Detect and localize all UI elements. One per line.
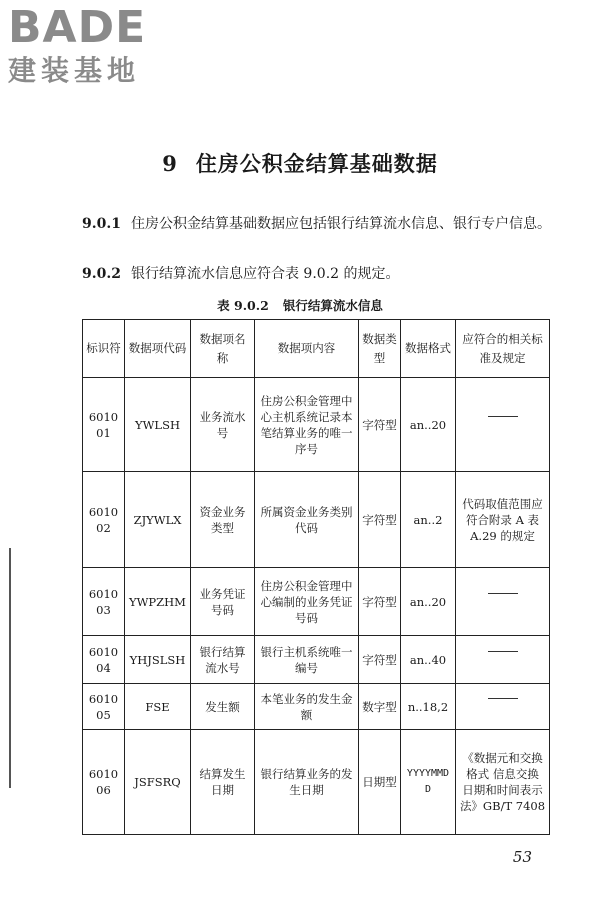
cell-type: 字符型 [359,378,401,472]
header-standard: 应符合的相关标准及规定 [456,320,550,378]
cell-format: an..20 [401,568,456,636]
cell-name: 资金业务类型 [191,472,255,568]
cell-code: ZJYWLX [125,472,191,568]
cell-format: an..40 [401,636,456,684]
table-row [83,730,550,835]
cell-format: n..18,2 [401,684,456,730]
table-row [83,378,550,472]
chapter-title [0,148,600,178]
table-row [83,684,550,730]
logo-mark: BADE [8,2,147,53]
header-code: 数据项代码 [125,320,191,378]
cell-standard [456,378,550,472]
table-caption [0,296,600,314]
cell-content: 所属资金业务类别代码 [255,472,359,568]
cell-format: an..20 [401,378,456,472]
cell-content: 本笔业务的发生金额 [255,684,359,730]
header-format: 数据格式 [401,320,456,378]
cell-id: 601003 [83,568,125,636]
cell-standard: 代码取值范围应符合附录 A 表 A.29 的规定 [456,472,550,568]
cell-id: 601002 [83,472,125,568]
dash-mark [488,698,518,715]
table-row [83,568,550,636]
cell-name: 结算发生日期 [191,730,255,835]
header-id: 标识符 [83,320,125,378]
cell-name: 发生额 [191,684,255,730]
cell-content: 住房公积金管理中心编制的业务凭证号码 [255,568,359,636]
table-header-row [83,320,550,378]
page-number: 53 [512,848,532,866]
cell-id: 601001 [83,378,125,472]
cell-name: 业务凭证号码 [191,568,255,636]
cell-name: 业务流水号 [191,378,255,472]
header-name: 数据项名称 [191,320,255,378]
cell-content: 银行主机系统唯一编号 [255,636,359,684]
cell-code: FSE [125,684,191,730]
cell-format: YYYYMMDD [401,730,456,835]
cell-standard [456,636,550,684]
cell-format: an..2 [401,472,456,568]
logo-subtitle: 建装基地 [8,54,141,87]
scan-artifact-line [9,548,11,788]
cell-type: 字符型 [359,568,401,636]
table-caption-number: 表 9.0.2 [217,298,269,313]
table-caption-title: 银行结算流水信息 [282,298,383,313]
header-content: 数据项内容 [255,320,359,378]
clause-9-0-1 [82,212,552,236]
chapter-number: 9 [162,151,178,176]
cell-code: YWLSH [125,378,191,472]
cell-id: 601004 [83,636,125,684]
bank-settlement-table [82,319,550,835]
dash-mark [488,593,518,610]
cell-type: 字符型 [359,636,401,684]
cell-code: YWPZHM [125,568,191,636]
cell-type: 数字型 [359,684,401,730]
clause-number: 9.0.1 [82,216,121,232]
header-type: 数据类型 [359,320,401,378]
dash-mark [488,651,518,668]
cell-content: 银行结算业务的发生日期 [255,730,359,835]
cell-name: 银行结算流水号 [191,636,255,684]
cell-standard [456,684,550,730]
dash-mark [488,416,518,433]
cell-id: 601006 [83,730,125,835]
clause-number: 9.0.2 [82,266,121,282]
clause-9-0-2 [82,262,552,286]
table-row [83,472,550,568]
cell-type: 字符型 [359,472,401,568]
clause-text: 住房公积金结算基础数据应包括银行结算流水信息、银行专户信息。 [130,216,551,232]
cell-standard [456,568,550,636]
chapter-title-text: 住房公积金结算基础数据 [195,151,438,176]
bade-logo [8,4,146,88]
cell-id: 601005 [83,684,125,730]
cell-type: 日期型 [359,730,401,835]
table-row [83,636,550,684]
cell-code: JSFSRQ [125,730,191,835]
clause-text: 银行结算流水信息应符合表 9.0.2 的规定。 [130,266,400,282]
cell-content: 住房公积金管理中心主机系统记录本笔结算业务的唯一序号 [255,378,359,472]
cell-code: YHJSLSH [125,636,191,684]
cell-standard: 《数据元和交换格式 信息交换 日期和时间表示法》GB/T 7408 [456,730,550,835]
